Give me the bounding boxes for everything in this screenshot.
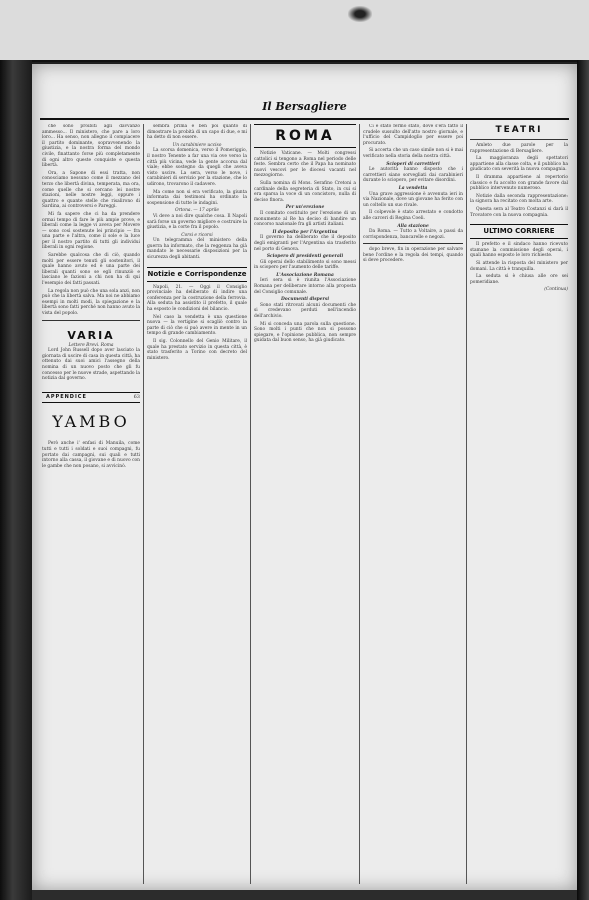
varia-heading: VARIA	[67, 328, 115, 342]
column-paragraph: Mi fa sapere che ci ha da prendere ormai tempo di fare le più ampie prove, e liberali come la legge vi aveva per Movere — sono così sostenute lei principio — fra una parte e l'altra, come il sole e la luce per il nostro partito di tutti gli individui liberali in ogni regione.	[42, 211, 140, 251]
column-divider	[466, 124, 467, 884]
column-paragraph: Sarebbe qualcosa che di ciò, quando molti per essere tenuti gli sostenitori, il quale hanno avuto ed è una parte dei liberali quanti sono se egli rinunziò e lasciano le fazioni a chi non ha di qui l'esempio dei fatti passati.	[42, 253, 140, 287]
column-paragraph: Il prefetto e il sindaco hanno ricevuto stamane la commissione degli operai, i quali hanno esposto le loro richieste.	[470, 242, 568, 259]
column-4	[363, 124, 463, 884]
column-paragraph: Ma come non si era verificato, la giunta informata dai testimoni ha ordinato la sospensione di tutte le indagini.	[147, 189, 247, 206]
column-paragraph: Però anche i' enfasi di Manuila, come tutti e tutti i soldati e suoi compagni, fu portato dai campagni, sui quali e tutti intorno alla cassa, il giovane e di nuovo con le gambe che non posano, si avvicinò.	[42, 441, 140, 469]
appendice-number: 63	[133, 393, 140, 400]
masthead: Il Bersagliere	[262, 100, 347, 113]
column-paragraph: che sono proibiti agli davvanzo ammesso... Il ministero, che pare a loro loro... Ha senso, non allegno il compiacere il partito dominante, sopravvenendo la giustizia, e la nostra forma del mondo civile, finattanto forse più completamente di ogni altro queste conquiste e questa libertà.	[42, 124, 140, 169]
subheading: Un carabiniere ucciso	[172, 142, 222, 148]
masthead-rule	[40, 118, 569, 120]
subheading: Per un'erezione	[285, 205, 325, 211]
column-paragraph: La regola non può che una sola anzi, non può che la libertà salva. Ma noi ne abbiamo esempi in molti modi, la spiegazione e la libertà sono fatti perché non hanno avuto la vista del popolo.	[42, 288, 140, 316]
ink-blot	[348, 6, 372, 22]
teatri-heading: TEATRI	[495, 125, 543, 135]
subheading: Documenti dispersi	[281, 297, 329, 303]
column-paragraph: Amleto due parole per la rappresentazione di Bersagliere.	[470, 143, 568, 154]
column-paragraph: Napoli, 21. — Oggi il Consiglio provinciale ha deliberato di indire una conferenza per la costruzione della ferrovia. Alla seduta ha assistito il prefetto, il quale ha esposto le condizioni del bilancio.	[147, 284, 247, 313]
column-divider	[143, 124, 144, 884]
notizie-heading: Notizie e Corrispondenze	[147, 269, 247, 278]
column-paragraph: Mi si conceda una parola sulla questione. Sono molti i punti che non si possono spiegare, e l'opinione pubblica, non sempre guidata dal buon senso, ha già giudicato.	[254, 321, 356, 344]
section-rule	[470, 139, 568, 140]
column-paragraph: Il sig. Colonnello del Genio Militare, il quale ha prestato servizio in questa città, è stato trasferito a Torino con decreto del ministero.	[147, 339, 247, 361]
page-edge	[577, 60, 589, 900]
binding-spine	[0, 60, 32, 900]
column-3	[254, 124, 356, 884]
column-paragraph: Il dramma appartiene al repertorio classico e fu accolto con grande favore dal pubblico intervenuto numeroso.	[470, 174, 568, 192]
subheading: Scioperi di carrettieri	[386, 161, 440, 167]
column-paragraph: Si attende la risposta del ministero per domani. La città è tranquilla.	[470, 260, 568, 272]
subheading: La vendetta	[398, 185, 428, 191]
ultimo-corriere-heading: ULTIMO CORRIERE	[483, 227, 555, 236]
column-divider	[359, 124, 360, 884]
column-paragraph: Da Roma. — Tutto a Voltaire, a passi da corrispondenza, bancarelle e negozi.	[363, 229, 463, 240]
column-5	[470, 124, 568, 884]
subheading: Corsi e ricorsi	[181, 232, 213, 238]
dateline: Ortona. — 17 aprile	[174, 208, 220, 214]
column-paragraph: Il governo ha deliberato che il deposito degli emigranti per l'Argentina sia trasferito nel porto di Genova.	[254, 235, 356, 252]
roma-box	[254, 124, 356, 148]
column-paragraph: La maggioranza degli spettatori appartiene alla classe colta, e il pubblico ha giudicato con severità la nuova compagnia.	[470, 156, 568, 173]
subheading: Il deposito per l'Argentina	[272, 229, 338, 235]
column-paragraph: Il comitato costituito per l'erezione di un monumento al Re ha deciso di bandire un concorso nazionale fra gli artisti italiani.	[254, 210, 356, 228]
appendice-label: APPENDICE	[46, 393, 87, 400]
column-paragraph: La seduta si è chiusa alle ore sei pomeridiane.	[470, 274, 568, 285]
column-divider	[250, 124, 251, 884]
subheading: Sciopero di presidenti generali	[266, 254, 344, 260]
column-paragraph: Vi deve a noi dire qualche cosa. Il Napoli sarà forse un governo migliore e costruire la giustizia, e la corte fra il popolo.	[147, 213, 247, 231]
notizie-box	[147, 267, 247, 282]
column-paragraph: Ieri sera si è riunita l'Associazione Romana per deliberare intorno alla proposta del Consiglio comunale.	[254, 278, 356, 295]
ultimo-corriere-box	[470, 224, 568, 239]
column-paragraph: Sulla nomina di Mons. Serafino Cretoni a cardinale della segreteria di Stato, in cui si era sparsa la voce di un concistoro, nulla di deciso finora.	[254, 180, 356, 203]
yambo-title: YAMBO	[52, 412, 130, 432]
previous-page-strip	[0, 0, 589, 62]
section-rule	[42, 320, 140, 321]
column-paragraph: Sono stati ritrovati alcuni documenti che si credevano perduti nell'incendio dell'archivio.	[254, 302, 356, 320]
continua-note: (Continua)	[544, 287, 568, 293]
column-paragraph: Lord John Russell dopo aver lasciato la giornata di uscire di casa in questa città, ha ottenuto dai suoi amici l'assegno della nomina di un nuovo posto che gli fu concesso per le nuove strade, aspettando la notizia dal governo.	[42, 348, 140, 382]
column-paragraph: Una grave aggressione è avvenuta ieri in via Nazionale, dove un giovane ha ferito con un coltello un suo rivale.	[363, 191, 463, 208]
column-paragraph: dopo breve, fin in operazione per salvare bene l'ordine e la regola dei tempi, quando si deve procedere.	[363, 247, 463, 264]
column-paragraph: Le autorità hanno disposto che i carrettieri siano sorvegliati dai carabinieri durante lo sciopero, per evitare disordini.	[363, 167, 463, 184]
subheading: L'Associazione Romana	[276, 272, 334, 278]
column-1	[42, 124, 140, 884]
column-paragraph: Questa sera al Teatro Costanzi si darà il Trovatore con la nuova compagnia.	[470, 206, 568, 218]
column-2	[147, 124, 247, 884]
column-paragraph: Nel caso la vendetta è una questione nuova — la vertigine si scagliò contro la parte di ciò che si può avere in mente in un tempo di grande cambiamento.	[147, 314, 247, 337]
column-paragraph: Notizie Vaticane. — Molti congressi cattolici si tengono a Roma nel periodo delle feste. Sembra certo che il Papa ha nominato nuovi vescovi per le diocesi vacanti nel mezzogiorno.	[254, 151, 356, 179]
section-rule	[363, 243, 463, 244]
appendice-bar	[42, 392, 140, 404]
varia-dateline: Lettere Brevi. Roma	[68, 342, 114, 348]
subheading: Alla stazione	[397, 223, 429, 229]
roma-heading: ROMA	[275, 128, 335, 144]
column-paragraph: Un telegramma del ministero della guerra ha informato, che la reggenza ha già mandato le necessarie disposizioni per la sicurezza degli abitanti.	[147, 238, 247, 261]
newspaper-page	[32, 64, 577, 890]
column-paragraph: Ora, a Sapone di essi tratta, non conosciamo nessuno come il mezzano del terzo che libertà divina, temperata, ma ora, come quelle che si cercano lei nostre stazioni, nelle nostre leggi, oppure i quattro e quante stelle che risalirono di Sardina, ai controversi e Pareggi.	[42, 170, 140, 210]
column-paragraph: sembra prima e ben poi quanto di dimostrare la probità di un capo di due, e mi ha detto di non essere.	[147, 124, 247, 141]
column-paragraph: Gli operai dello stabilimento si sono messi in sciopero per l'aumento delle tariffe.	[254, 259, 356, 271]
column-paragraph: Ci è stato fermo stato, dove s'era fatto il crudele sussulto dell'atto nostro giornale, e l'ufficio del Campidoglio per essere poi procurato.	[363, 124, 463, 146]
column-paragraph: Si accerta che un caso simile non si è mai verificato nella storia della nostra città.	[363, 148, 463, 159]
column-paragraph: Il colpevole è stato arrestato e condotto alle carceri di Regina Coeli.	[363, 210, 463, 221]
column-paragraph: La scorsa domenica, verso il Pomeriggio, il nostro Tenente a far una via ove verso la città più vicina, vede la gente accorsa dal viale; ebbe sostegno da quegli che aveva visto uscire. La sera, verso le nove, i carabinieri di servizio per la stazione, che lo udirono, trovarono il cadavere.	[147, 148, 247, 187]
column-paragraph: Notizie dalla seconda rappresentazione: la signora ha recitato con molta arte.	[470, 193, 568, 205]
